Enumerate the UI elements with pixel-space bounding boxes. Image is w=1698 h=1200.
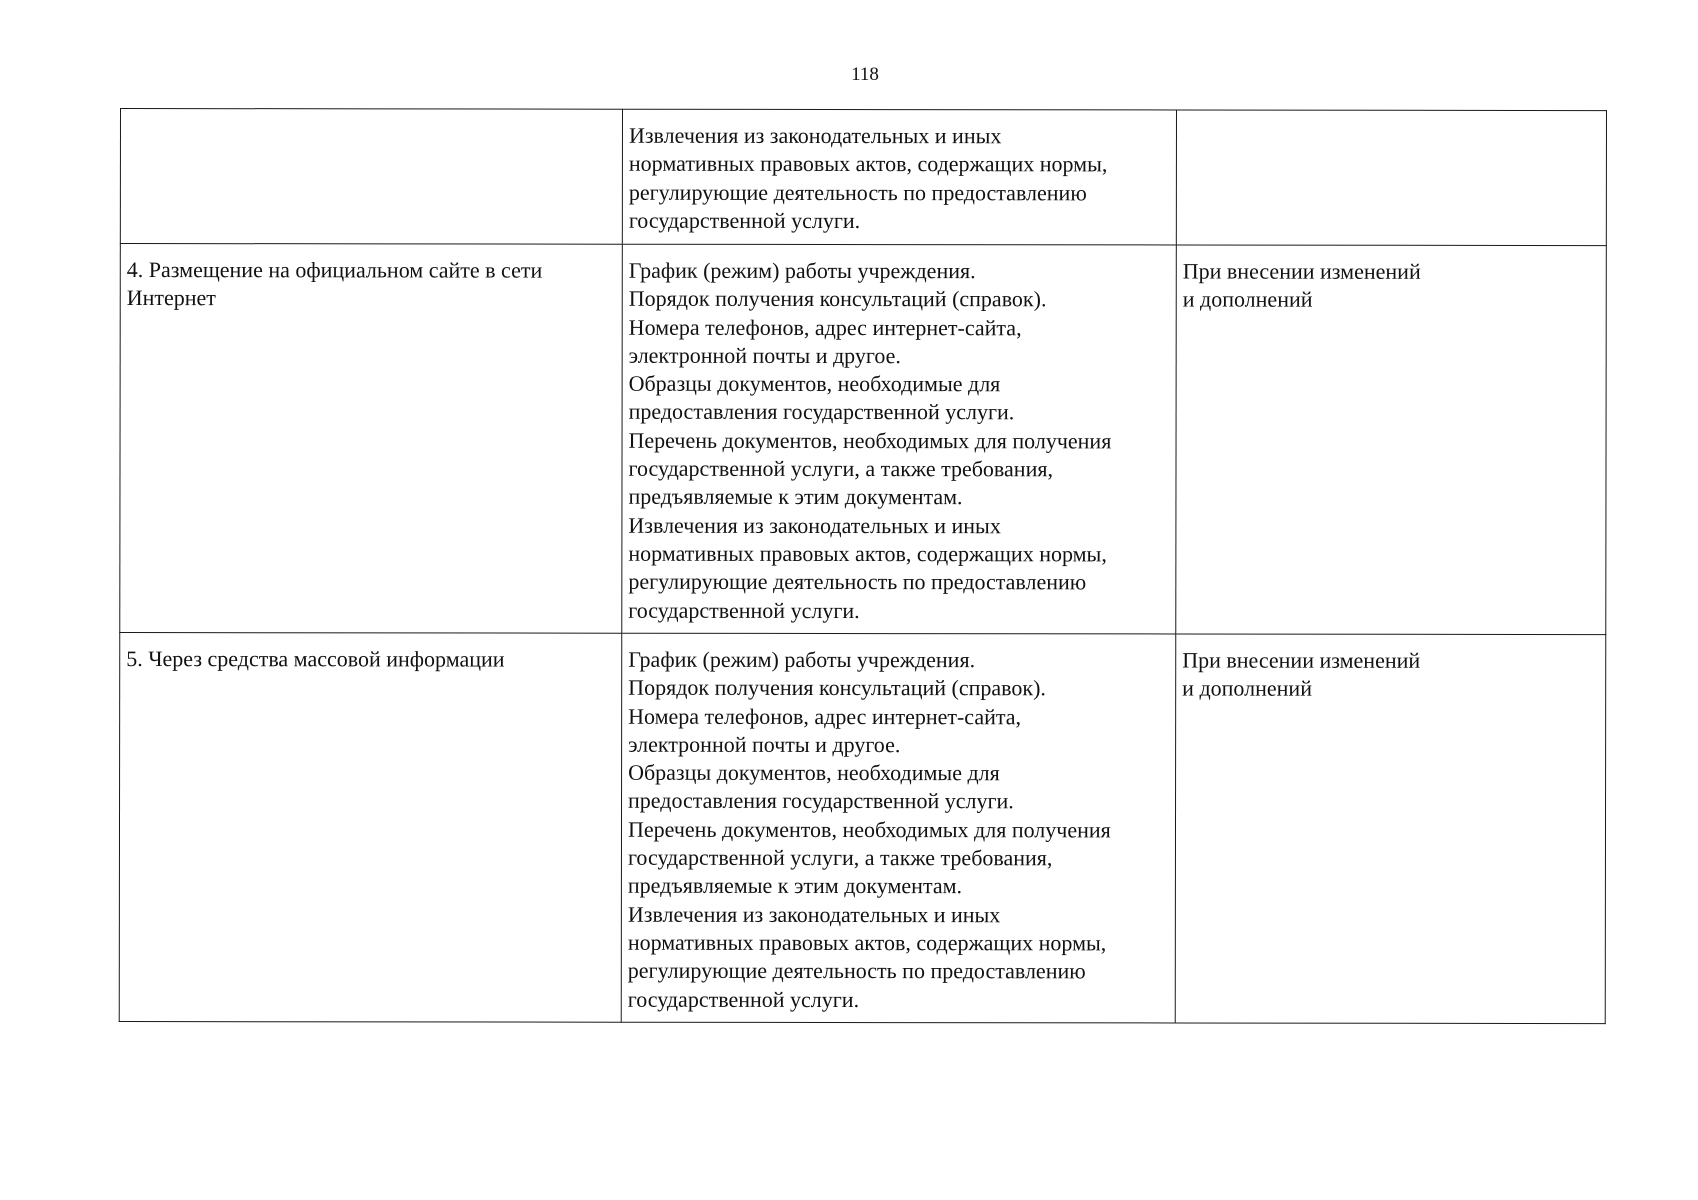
table-row bbox=[119, 633, 1606, 1024]
cell-text-line: нормативных правовых актов, содержащих нормы, bbox=[628, 540, 1107, 567]
cell-text-line: нормативных правовых актов, содержащих нормы, bbox=[627, 929, 1107, 956]
cell-text-line: государственной услуги, а также требования, bbox=[628, 455, 1053, 482]
cell-text-line: государственной услуги, а также требования, bbox=[627, 844, 1053, 871]
cell-text-line: государственной услуги. bbox=[627, 986, 860, 1012]
cell-text-line: электронной почты и другое. bbox=[628, 342, 901, 368]
content-cell bbox=[621, 633, 1176, 1023]
cell-text-line: предоставления государственной услуги. bbox=[628, 399, 1015, 425]
cell-text-line: Перечень документов, необходимых для получения bbox=[627, 816, 1111, 843]
cell-text-line: Интернет bbox=[126, 285, 216, 311]
cell-text-line: Образцы документов, необходимые для bbox=[628, 370, 1001, 397]
method-cell bbox=[119, 633, 622, 1023]
schedule-cell bbox=[1176, 245, 1607, 635]
cell-text-line: График (режим) работы учреждения. bbox=[628, 257, 976, 284]
cell-text-line: государственной услуги. bbox=[628, 207, 861, 233]
cell-text-line: Перечень документов, необходимых для получения bbox=[628, 427, 1112, 454]
info-table bbox=[119, 108, 1607, 1024]
cell-text-line: регулирующие деятельность по предоставлению bbox=[627, 957, 1086, 984]
cell-text-line: нормативных правовых актов, содержащих нормы, bbox=[628, 151, 1108, 177]
cell-text-line: Извлечения из законодательных и иных bbox=[627, 901, 1001, 927]
cell-text-line: регулирующие деятельность по предоставлению bbox=[628, 568, 1087, 595]
cell-text-line: государственной услуги. bbox=[628, 597, 860, 623]
cell-text-line: предъявляемые к этим документам. bbox=[627, 873, 963, 899]
content-cell bbox=[622, 244, 1177, 634]
method-cell bbox=[120, 244, 623, 634]
table-row bbox=[120, 244, 1607, 635]
cell-text-line: Порядок получения консультаций (справок). bbox=[628, 286, 1047, 312]
cell-text-line: и дополнений bbox=[1182, 675, 1313, 701]
cell-text-line: При внесении изменений bbox=[1182, 258, 1421, 284]
table-row bbox=[120, 109, 1606, 246]
cell-text-line: 5. Через средства массовой информации bbox=[126, 646, 505, 672]
cell-text-line: регулирующие деятельность по предоставлению bbox=[628, 179, 1087, 205]
method-cell bbox=[120, 109, 622, 245]
cell-text-line: Образцы документов, необходимые для bbox=[628, 759, 1000, 786]
cell-text-line: График (режим) работы учреждения. bbox=[628, 646, 976, 673]
schedule-cell bbox=[1175, 634, 1606, 1024]
schedule-cell bbox=[1176, 110, 1606, 246]
cell-text-line: электронной почты и другое. bbox=[628, 731, 901, 757]
cell-text-line: предоставления государственной услуги. bbox=[628, 788, 1014, 814]
cell-text-line: предъявляемые к этим документам. bbox=[628, 484, 963, 510]
cell-text-line: Номера телефонов, адрес интернет-сайта, bbox=[628, 314, 1022, 340]
cell-text-line: и дополнений bbox=[1182, 286, 1313, 312]
cell-text-line: При внесении изменений bbox=[1182, 647, 1421, 673]
content-cell bbox=[622, 109, 1176, 245]
cell-text-line: Номера телефонов, адрес интернет-сайта, bbox=[628, 703, 1022, 729]
page-number: 118 bbox=[851, 64, 879, 85]
cell-text-line: Порядок получения консультаций (справок). bbox=[628, 675, 1046, 701]
cell-text-line: Извлечения из законодательных и иных bbox=[628, 122, 1002, 149]
cell-text-line: Извлечения из законодательных и иных bbox=[628, 512, 1001, 538]
cell-text-line: 4. Размещение на официальном сайте в сети bbox=[126, 257, 543, 283]
